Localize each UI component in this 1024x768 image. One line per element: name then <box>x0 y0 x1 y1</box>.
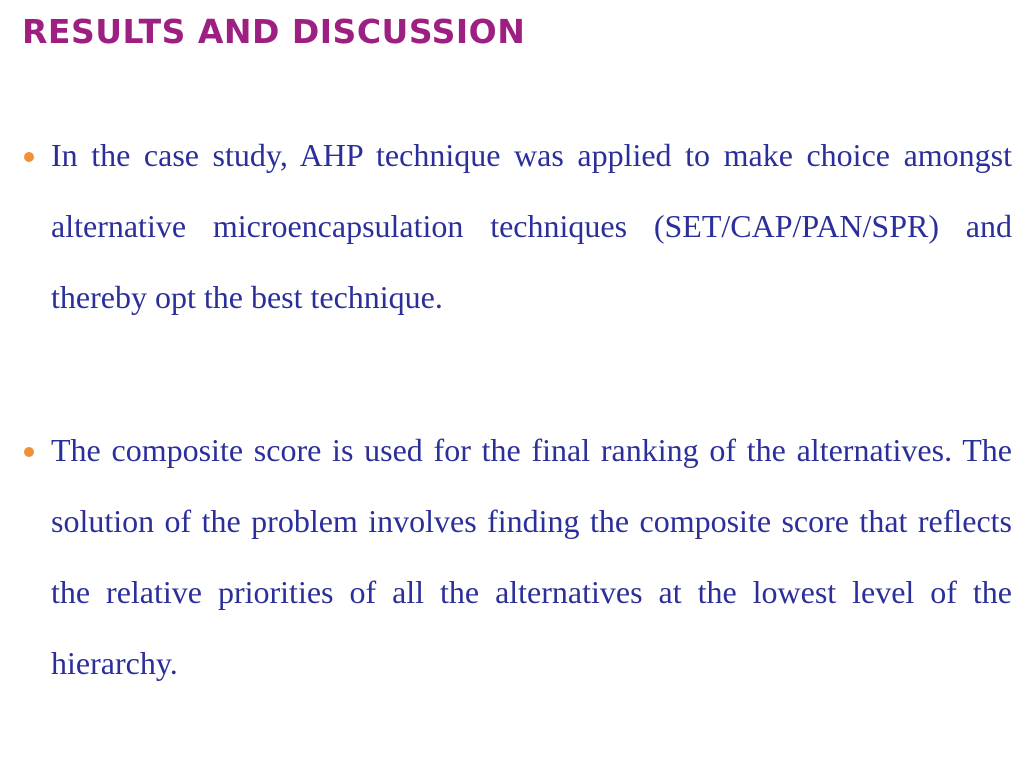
bullet-item <box>22 120 1012 333</box>
slide-title: RESULTS AND DISCUSSION <box>22 12 526 51</box>
bullet-dot-icon <box>24 152 34 162</box>
bullet-dot-icon <box>24 447 34 457</box>
bullet-text: In the case study, AHP technique was applied to make choice amongst alternative microencapsulation techniques (SET/CAP/PAN/SPR) and thereby opt the best technique. <box>51 137 1012 315</box>
bullet-item <box>22 415 1012 699</box>
bullet-text: The composite score is used for the final ranking of the alternatives. The solution of the problem involves finding the composite score that reflects the relative priorities of all the alternatives at the lowest level of the hierarchy. <box>51 432 1012 681</box>
bullet-list <box>22 120 1012 699</box>
